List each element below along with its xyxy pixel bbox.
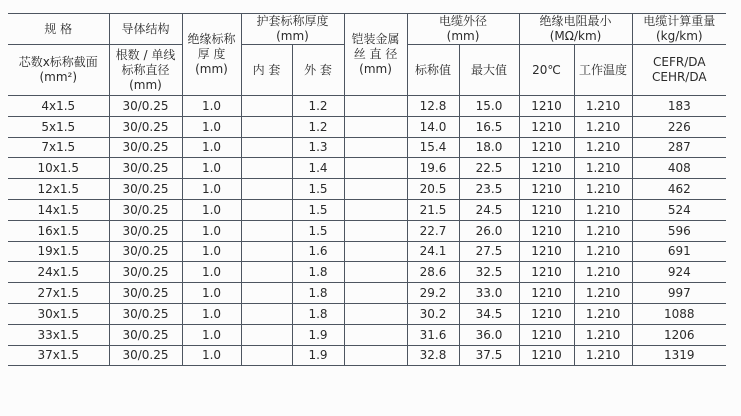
cell-sheath-inner <box>241 345 292 366</box>
cell-sheath-inner <box>241 116 292 137</box>
cell-armour <box>344 262 407 283</box>
cell-od-nominal: 28.6 <box>407 262 459 283</box>
header-armour-line2: 丝 直 径 <box>353 47 398 61</box>
table-row <box>8 96 726 117</box>
cell-weight: 1319 <box>632 345 726 366</box>
header-ir-unit: (MΩ/km) <box>549 29 602 43</box>
cell-sheath-inner <box>241 262 292 283</box>
table-row <box>8 241 726 262</box>
cell-conductor: 30/0.25 <box>109 324 182 345</box>
cell-armour <box>344 137 407 158</box>
cell-weight: 924 <box>632 262 726 283</box>
table-row <box>8 324 726 345</box>
cell-insulation: 1.0 <box>182 220 241 241</box>
cell-weight: 462 <box>632 179 726 200</box>
cell-ir-work-temp: 1.210 <box>574 345 632 366</box>
cell-od-nominal: 22.7 <box>407 220 459 241</box>
cell-ir-20c: 1210 <box>519 137 574 158</box>
cell-od-max: 32.5 <box>459 262 519 283</box>
cell-od-nominal: 32.8 <box>407 345 459 366</box>
cell-armour <box>344 324 407 345</box>
table-row <box>8 116 726 137</box>
header-weight-line1: 电缆计算重量 <box>643 14 716 28</box>
header-insulation-unit: (mm) <box>195 62 228 76</box>
cell-conductor: 30/0.25 <box>109 283 182 304</box>
cell-od-max: 36.0 <box>459 324 519 345</box>
table-row <box>8 345 726 366</box>
table-row <box>8 262 726 283</box>
cell-spec: 4x1.5 <box>8 96 109 117</box>
header-spec: 规 格 <box>8 14 109 45</box>
cell-sheath-inner <box>241 158 292 179</box>
header-spec-core: 芯数x标称截面 <box>18 55 98 69</box>
header-conductor-unit: (mm) <box>129 77 162 92</box>
cell-sheath-inner <box>241 199 292 220</box>
header-conductor-line1: 根数 / 单线 <box>115 47 176 62</box>
header-conductor: 导体结构 <box>109 14 182 45</box>
header-conductor-line2: 标称直径 <box>121 62 170 77</box>
cell-sheath-outer: 1.8 <box>292 283 344 304</box>
cell-weight: 524 <box>632 199 726 220</box>
cell-spec: 5x1.5 <box>8 116 109 137</box>
cell-od-max: 24.5 <box>459 199 519 220</box>
header-sheath-outer: 外 套 <box>292 45 344 96</box>
cell-od-max: 23.5 <box>459 179 519 200</box>
header-armour-line1: 铠装金属 <box>351 32 400 46</box>
cell-armour <box>344 303 407 324</box>
header-sheath-unit: (mm) <box>276 29 309 43</box>
header-outer-diameter <box>407 14 519 45</box>
header-ir-20c: 20℃ <box>519 45 574 96</box>
cell-insulation: 1.0 <box>182 345 241 366</box>
header-od-max: 最大值 <box>459 45 519 96</box>
cell-sheath-outer: 1.6 <box>292 241 344 262</box>
cell-spec: 14x1.5 <box>8 199 109 220</box>
cell-sheath-outer: 1.5 <box>292 199 344 220</box>
header-weight-type-line1: CEFR/DA <box>653 55 706 69</box>
cell-insulation: 1.0 <box>182 116 241 137</box>
cell-sheath-outer: 1.5 <box>292 220 344 241</box>
cell-spec: 30x1.5 <box>8 303 109 324</box>
cell-armour <box>344 199 407 220</box>
cell-ir-20c: 1210 <box>519 345 574 366</box>
cell-insulation: 1.0 <box>182 96 241 117</box>
header-sheath <box>241 14 344 45</box>
cell-ir-20c: 1210 <box>519 220 574 241</box>
cell-spec: 37x1.5 <box>8 345 109 366</box>
cell-sheath-outer: 1.9 <box>292 324 344 345</box>
cell-weight: 1088 <box>632 303 726 324</box>
cell-od-nominal: 29.2 <box>407 283 459 304</box>
cell-insulation: 1.0 <box>182 179 241 200</box>
cell-sheath-inner <box>241 96 292 117</box>
cell-od-max: 22.5 <box>459 158 519 179</box>
cell-od-nominal: 14.0 <box>407 116 459 137</box>
cell-spec: 33x1.5 <box>8 324 109 345</box>
header-od-line1: 电缆外径 <box>439 14 488 28</box>
cell-od-max: 34.5 <box>459 303 519 324</box>
cell-armour <box>344 241 407 262</box>
cell-sheath-inner <box>241 241 292 262</box>
cell-insulation: 1.0 <box>182 303 241 324</box>
cell-od-nominal: 15.4 <box>407 137 459 158</box>
table-row <box>8 303 726 324</box>
header-weight <box>632 14 726 45</box>
cell-spec: 27x1.5 <box>8 283 109 304</box>
table-row <box>8 137 726 158</box>
cell-od-max: 15.0 <box>459 96 519 117</box>
cell-conductor: 30/0.25 <box>109 199 182 220</box>
cell-sheath-outer: 1.5 <box>292 179 344 200</box>
cell-ir-work-temp: 1.210 <box>574 241 632 262</box>
cell-ir-20c: 1210 <box>519 262 574 283</box>
cell-weight: 408 <box>632 158 726 179</box>
cell-conductor: 30/0.25 <box>109 137 182 158</box>
cell-ir-work-temp: 1.210 <box>574 137 632 158</box>
cell-ir-work-temp: 1.210 <box>574 199 632 220</box>
cell-conductor: 30/0.25 <box>109 303 182 324</box>
cell-ir-20c: 1210 <box>519 179 574 200</box>
cell-ir-work-temp: 1.210 <box>574 96 632 117</box>
cell-od-nominal: 20.5 <box>407 179 459 200</box>
cell-weight: 1206 <box>632 324 726 345</box>
cell-weight: 226 <box>632 116 726 137</box>
cell-spec: 24x1.5 <box>8 262 109 283</box>
cell-ir-20c: 1210 <box>519 241 574 262</box>
header-ir-line1: 绝缘电阻最小 <box>539 14 612 28</box>
cell-ir-work-temp: 1.210 <box>574 303 632 324</box>
table-row <box>8 199 726 220</box>
cell-ir-work-temp: 1.210 <box>574 158 632 179</box>
header-sheath-line1: 护套标称厚度 <box>256 14 329 28</box>
header-weight-unit: (kg/km) <box>655 29 703 43</box>
cell-ir-20c: 1210 <box>519 324 574 345</box>
header-insulation-resistance <box>519 14 632 45</box>
cell-od-nominal: 24.1 <box>407 241 459 262</box>
cell-sheath-outer: 1.3 <box>292 137 344 158</box>
cell-weight: 997 <box>632 283 726 304</box>
cell-sheath-outer: 1.9 <box>292 345 344 366</box>
table-row <box>8 179 726 200</box>
cell-od-max: 16.5 <box>459 116 519 137</box>
cell-ir-20c: 1210 <box>519 96 574 117</box>
cell-ir-work-temp: 1.210 <box>574 220 632 241</box>
cell-conductor: 30/0.25 <box>109 96 182 117</box>
cell-spec: 10x1.5 <box>8 158 109 179</box>
cell-spec: 19x1.5 <box>8 241 109 262</box>
cell-conductor: 30/0.25 <box>109 116 182 137</box>
header-weight-type-line2: CEHR/DA <box>651 70 707 84</box>
header-od-nominal: 标称值 <box>407 45 459 96</box>
cell-od-nominal: 12.8 <box>407 96 459 117</box>
cell-sheath-outer: 1.4 <box>292 158 344 179</box>
header-weight-type <box>632 45 726 96</box>
cell-ir-20c: 1210 <box>519 303 574 324</box>
table-body <box>8 96 726 366</box>
cell-sheath-outer: 1.2 <box>292 116 344 137</box>
header-insulation <box>182 14 241 96</box>
cell-weight: 691 <box>632 241 726 262</box>
cell-conductor: 30/0.25 <box>109 241 182 262</box>
cell-conductor: 30/0.25 <box>109 262 182 283</box>
cell-sheath-inner <box>241 283 292 304</box>
cell-sheath-inner <box>241 220 292 241</box>
header-insulation-line2: 厚 度 <box>197 47 226 61</box>
cell-insulation: 1.0 <box>182 137 241 158</box>
cell-od-max: 33.0 <box>459 283 519 304</box>
cell-ir-20c: 1210 <box>519 283 574 304</box>
cell-sheath-inner <box>241 324 292 345</box>
cell-ir-20c: 1210 <box>519 199 574 220</box>
cell-od-nominal: 31.6 <box>407 324 459 345</box>
cell-insulation: 1.0 <box>182 199 241 220</box>
table-header <box>8 14 726 96</box>
header-insulation-line1: 绝缘标称 <box>187 32 236 46</box>
cell-insulation: 1.0 <box>182 241 241 262</box>
cell-weight: 287 <box>632 137 726 158</box>
cell-sheath-outer: 1.8 <box>292 262 344 283</box>
cell-conductor: 30/0.25 <box>109 179 182 200</box>
table-row <box>8 283 726 304</box>
cell-spec: 7x1.5 <box>8 137 109 158</box>
cell-conductor: 30/0.25 <box>109 158 182 179</box>
cell-od-nominal: 21.5 <box>407 199 459 220</box>
cell-sheath-inner <box>241 303 292 324</box>
cell-ir-20c: 1210 <box>519 116 574 137</box>
cell-od-max: 27.5 <box>459 241 519 262</box>
cell-insulation: 1.0 <box>182 283 241 304</box>
cell-armour <box>344 158 407 179</box>
cell-od-max: 26.0 <box>459 220 519 241</box>
cell-insulation: 1.0 <box>182 324 241 345</box>
cell-sheath-outer: 1.8 <box>292 303 344 324</box>
cell-ir-work-temp: 1.210 <box>574 179 632 200</box>
cell-ir-20c: 1210 <box>519 158 574 179</box>
cell-sheath-inner <box>241 179 292 200</box>
header-spec-sub <box>8 45 109 96</box>
cell-sheath-outer: 1.2 <box>292 96 344 117</box>
header-ir-work-temp: 工作温度 <box>574 45 632 96</box>
cell-conductor: 30/0.25 <box>109 220 182 241</box>
cell-armour <box>344 116 407 137</box>
cell-armour <box>344 345 407 366</box>
cell-spec: 16x1.5 <box>8 220 109 241</box>
cell-insulation: 1.0 <box>182 158 241 179</box>
cell-ir-work-temp: 1.210 <box>574 324 632 345</box>
header-conductor-sub <box>109 45 182 96</box>
cell-sheath-inner <box>241 137 292 158</box>
cell-conductor: 30/0.25 <box>109 345 182 366</box>
header-armour <box>344 14 407 96</box>
header-sheath-inner: 内 套 <box>241 45 292 96</box>
cell-armour <box>344 179 407 200</box>
cell-od-max: 18.0 <box>459 137 519 158</box>
cell-spec: 12x1.5 <box>8 179 109 200</box>
cell-armour <box>344 220 407 241</box>
cell-insulation: 1.0 <box>182 262 241 283</box>
cell-ir-work-temp: 1.210 <box>574 116 632 137</box>
table-row <box>8 220 726 241</box>
cell-armour <box>344 283 407 304</box>
cell-od-nominal: 19.6 <box>407 158 459 179</box>
cell-weight: 596 <box>632 220 726 241</box>
cell-armour <box>344 96 407 117</box>
cell-od-nominal: 30.2 <box>407 303 459 324</box>
cell-ir-work-temp: 1.210 <box>574 262 632 283</box>
cell-ir-work-temp: 1.210 <box>574 283 632 304</box>
cell-od-max: 37.5 <box>459 345 519 366</box>
cell-weight: 183 <box>632 96 726 117</box>
header-od-unit: (mm) <box>446 29 480 43</box>
table-row <box>8 158 726 179</box>
header-armour-unit: (mm) <box>359 62 392 76</box>
cable-spec-table <box>8 13 726 366</box>
header-spec-unit: (mm²) <box>39 70 78 84</box>
